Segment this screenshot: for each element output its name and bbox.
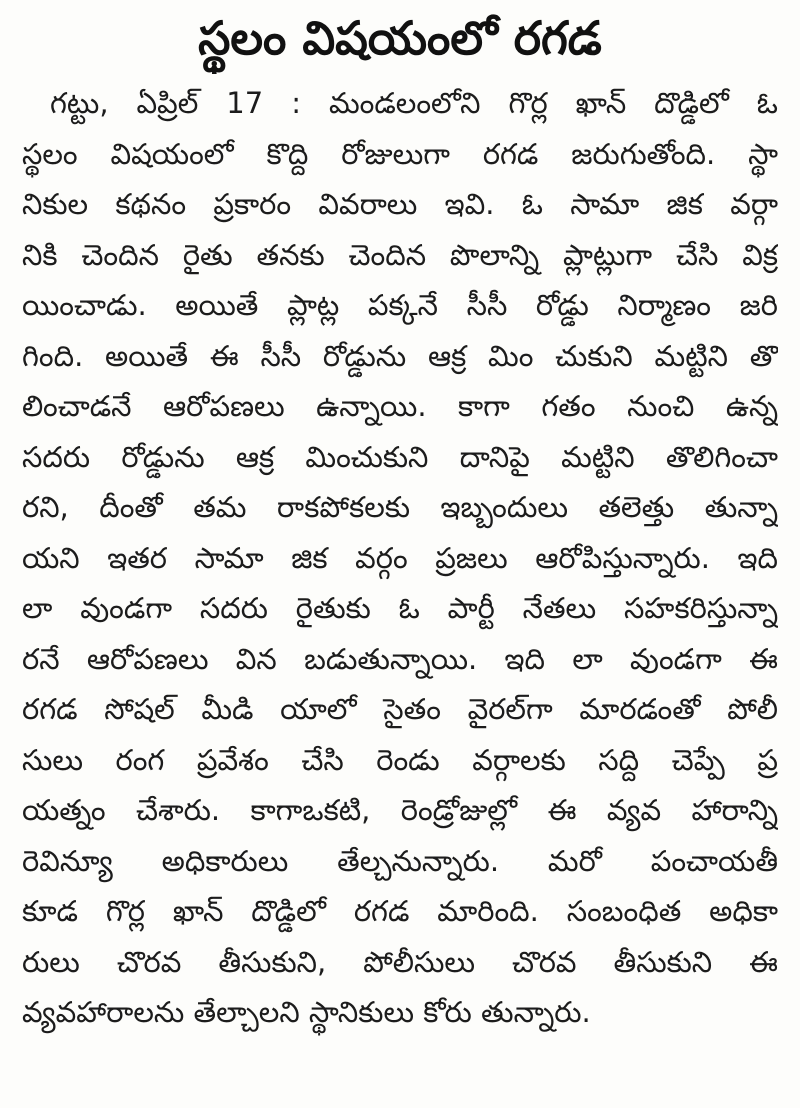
article-line: నికి చెందిన రైతు తనకు చెందిన పొలాన్ని ప్లాట్లుగా చేసి విక్ర	[22, 237, 778, 272]
article-line: రెవిన్యూ అధికారులు తేల్చనున్నారు. మరో పంచాయతీ	[22, 843, 778, 878]
article-line: స్థలం విషయంలో కొద్ది రోజులుగా రగడ జరుగుతోంది. స్థా	[22, 136, 778, 171]
article-line: లించాడనే ఆరోపణలు ఉన్నాయి. కాగా గతం నుంచి ఉన్న	[22, 389, 778, 423]
article-line: లా వుండగా సదరు రైతుకు ఓ పార్టీ నేతలు సహకరిస్తున్నా	[22, 591, 778, 625]
article-line: యించాడు. అయితే ప్లాట్ల పక్కనే సీసీ రోడ్డు నిర్మాణం జరి	[22, 288, 778, 322]
article-line: రులు చొరవ తీసుకుని, పోలీసులు చొరవ తీసుకుని ఈ	[22, 944, 778, 979]
article-line: సులు రంగ ప్రవేశం చేసి రెండు వర్గాలకు సద్ది చెప్పే ప్ర	[22, 742, 778, 777]
article-line: నికుల కథనం ప్రకారం వివరాలు ఇవి. ఓ సామా జిక వర్గా	[22, 187, 778, 221]
article-line: రనే ఆరోపణలు విన బడుతున్నాయి. ఇది లా వుండగా ఈ	[22, 641, 778, 676]
article-line: గింది. అయితే ఈ సీసీ రోడ్డును ఆక్ర మిం చుకుని మట్టిని తొ	[22, 338, 778, 373]
article-line: సదరు రోడ్డును ఆక్ర మించుకుని దానిపై మట్టిని తొలిగించా	[22, 439, 778, 474]
article-line: రగడ సోషల్ మీడి యాలో సైతం వైరల్‌గా మారడంతో పోలీ	[22, 692, 778, 726]
article-line: రని, దీంతో తమ రాకపోకలకు ఇబ్బందులు తలెత్తు తున్నా	[22, 490, 778, 524]
article-line: యత్నం చేశారు. కాగాఒకటి, రెండ్రోజుల్లో ఈ వ్యవ హారాన్ని	[22, 793, 778, 827]
article-line: యని ఇతర సామా జిక వర్గం ప్రజలు ఆరోపిస్తున్నారు. ఇది	[22, 540, 778, 575]
article-line: కూడ గొర్ల ఖాన్ దొడ్డిలో రగడ మారింది. సంబంధిత అధికా	[22, 894, 778, 928]
article-line: గట్టు, ఏప్రిల్ 17 : మండలంలోని గొర్ల ఖాన్ దొడ్డిలో ఓ	[50, 86, 778, 120]
article-body	[22, 78, 778, 1038]
article-line: వ్యవహారాలను తేల్చాలని స్థానికులు కోరు తున్నారు.	[22, 995, 591, 1029]
article-headline: స్థలం విషయంలో రగడ	[198, 11, 602, 65]
